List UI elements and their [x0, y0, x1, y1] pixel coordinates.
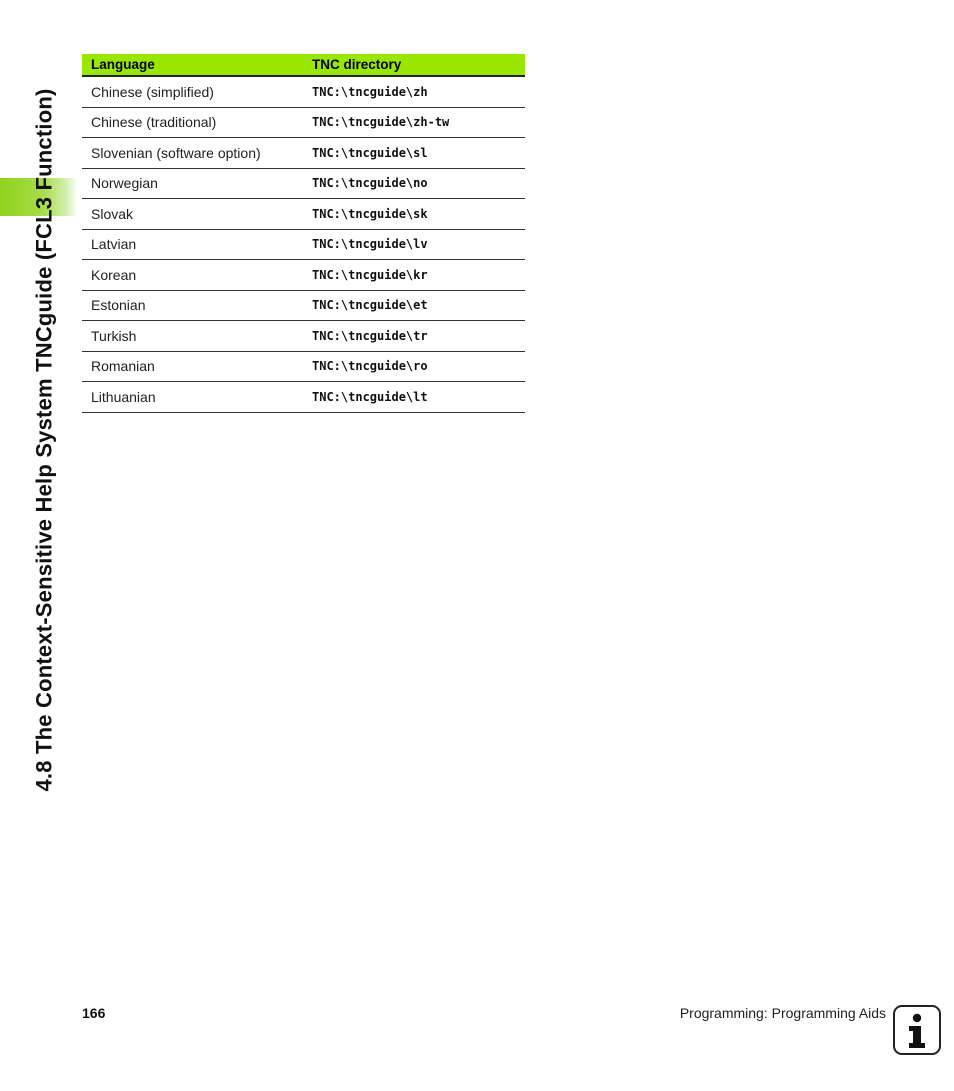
- table-row: [82, 321, 525, 352]
- directory-cell: TNC:\tncguide\sk: [304, 199, 525, 230]
- section-title-text: 4.8 The Context-Sensitive Help System TNCguide (FCL3 Function): [32, 88, 58, 792]
- directory-cell: TNC:\tncguide\sl: [304, 138, 525, 169]
- language-cell: Turkish: [82, 321, 304, 352]
- table-header-row: [82, 54, 525, 76]
- table-row: [82, 76, 525, 107]
- column-header-directory: TNC directory: [304, 54, 525, 76]
- language-cell: Chinese (simplified): [82, 76, 304, 107]
- info-icon: [893, 1005, 941, 1055]
- table-row: [82, 138, 525, 169]
- table-row: [82, 260, 525, 291]
- directory-cell: TNC:\tncguide\no: [304, 168, 525, 199]
- footer-section-title: Programming: Programming Aids: [679, 1005, 886, 1021]
- language-cell: Norwegian: [82, 168, 304, 199]
- language-cell: Latvian: [82, 229, 304, 260]
- directory-cell: TNC:\tncguide\lv: [304, 229, 525, 260]
- table-row: [82, 168, 525, 199]
- table-row: [82, 382, 525, 413]
- language-cell: Romanian: [82, 351, 304, 382]
- directory-cell: TNC:\tncguide\kr: [304, 260, 525, 291]
- directory-cell: TNC:\tncguide\zh: [304, 76, 525, 107]
- language-directory-table: [82, 54, 525, 413]
- language-cell: Estonian: [82, 290, 304, 321]
- directory-cell: TNC:\tncguide\tr: [304, 321, 525, 352]
- table-row: [82, 229, 525, 260]
- section-title-vertical: [25, 20, 65, 860]
- language-cell: Slovenian (software option): [82, 138, 304, 169]
- table-row: [82, 290, 525, 321]
- directory-cell: TNC:\tncguide\et: [304, 290, 525, 321]
- language-cell: Slovak: [82, 199, 304, 230]
- table-row: [82, 107, 525, 138]
- language-cell: Korean: [82, 260, 304, 291]
- column-header-language: Language: [82, 54, 304, 76]
- page-number: 166: [82, 1005, 106, 1021]
- language-cell: Chinese (traditional): [82, 107, 304, 138]
- directory-cell: TNC:\tncguide\zh-tw: [304, 107, 525, 138]
- directory-cell: TNC:\tncguide\lt: [304, 382, 525, 413]
- table-row: [82, 199, 525, 230]
- language-cell: Lithuanian: [82, 382, 304, 413]
- table-row: [82, 351, 525, 382]
- directory-cell: TNC:\tncguide\ro: [304, 351, 525, 382]
